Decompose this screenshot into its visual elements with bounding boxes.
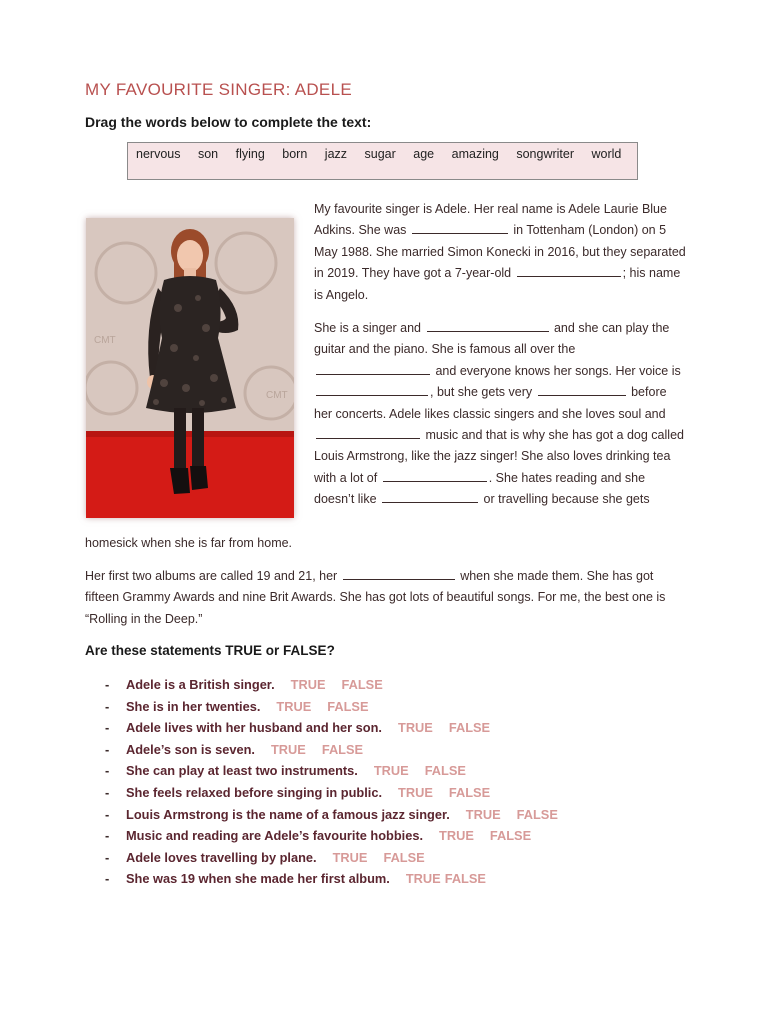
statement-text: Adele loves travelling by plane. [126, 849, 317, 865]
blank-7[interactable] [316, 425, 420, 439]
statement-item [105, 804, 558, 826]
true-false-heading: Are these statements TRUE or FALSE? [85, 643, 335, 658]
false-option[interactable]: FALSE [327, 698, 369, 714]
paragraph-2-text-b: and she can play the guitar and the piano. She is famous all over the [314, 321, 670, 357]
statement-item [105, 739, 558, 761]
statement-item [105, 760, 558, 782]
paragraph-3 [85, 566, 685, 630]
true-option[interactable]: TRUE [276, 698, 312, 714]
word-amazing[interactable]: amazing [451, 147, 499, 161]
blank-10[interactable] [343, 566, 455, 580]
false-option[interactable]: FALSE [448, 784, 491, 800]
blank-1[interactable] [412, 220, 508, 234]
paragraph-2-text-g: . She hates reading and she doesn’t like [314, 470, 646, 507]
bullet-dash: - [105, 720, 110, 736]
paragraph-1-text-b: in Tottenham (London) on 5 May 1988. She married Simon Konecki in 2016, but they separated in 2019. They have got a 7-year-old [314, 223, 686, 281]
page-title: MY FAVOURITE SINGER: ADELE [85, 80, 352, 99]
paragraph-2-continuation: homesick when she is far from home. [85, 536, 293, 550]
true-option[interactable]: TRUE [373, 763, 409, 779]
word-flying[interactable]: flying [235, 147, 265, 161]
false-option[interactable]: FALSE [341, 677, 383, 692]
false-option[interactable]: FALSE [444, 871, 486, 887]
false-option[interactable]: FALSE [489, 828, 532, 844]
true-option[interactable]: TRUE [398, 720, 433, 736]
blank-2[interactable] [517, 263, 621, 277]
true-option[interactable]: TRUE [270, 741, 306, 757]
statement-text: She was 19 when she made her first album. [126, 871, 390, 887]
word-songwriter[interactable]: songwriter [516, 147, 575, 161]
false-option[interactable]: FALSE [448, 720, 491, 736]
statement-item [105, 847, 558, 869]
blank-9[interactable] [382, 489, 478, 503]
paragraph-3-text-a: Her first two albums are called 19 and 21, her [85, 569, 338, 583]
paragraph-3-text-b: when she made them. She has got fifteen Grammy Awards and nine Brit Awards. She has got lots of beautiful songs. For me, the best one is “Rolling in the Deep.” [85, 569, 666, 626]
statement-text: She can play at least two instruments. [126, 763, 358, 779]
word-sugar[interactable]: sugar [364, 147, 396, 161]
word-jazz[interactable]: jazz [324, 147, 348, 161]
paragraph-2-text-a: She is a singer and [314, 321, 422, 335]
paragraph-1 [314, 199, 686, 306]
statement-list [105, 674, 558, 890]
blank-3[interactable] [427, 318, 549, 332]
blank-5[interactable] [316, 382, 428, 396]
bullet-dash: - [105, 741, 110, 757]
bullet-dash: - [105, 849, 110, 865]
true-option[interactable]: TRUE [332, 849, 368, 865]
statement-text: Adele is a British singer. [126, 677, 275, 692]
bullet-dash: - [105, 806, 110, 822]
statement-text: Music and reading are Adele’s favourite hobbies. [126, 828, 424, 844]
bullet-dash: - [105, 677, 110, 692]
statement-text: She feels relaxed before singing in public. [126, 784, 383, 800]
statement-item [105, 782, 558, 804]
word-world[interactable]: world [591, 147, 622, 161]
paragraph-1-text-c: ; his name is Angelo. [314, 266, 681, 302]
statement-item [105, 717, 558, 739]
bullet-dash: - [105, 828, 110, 844]
statement-text: Adele lives with her husband and her son. [126, 720, 382, 736]
bullet-dash: - [105, 871, 110, 887]
logo-text: CMT [94, 335, 116, 346]
true-option[interactable]: TRUE [405, 871, 441, 887]
blank-6[interactable] [538, 382, 626, 396]
statement-text: She is in her twenties. [126, 698, 261, 714]
paragraph-2-text-c: and everyone knows her songs. Her voice is [435, 363, 681, 378]
instruction-text: Drag the words below to complete the text: [85, 114, 372, 130]
bullet-dash: - [105, 763, 110, 779]
statement-text: Louis Armstrong is the name of a famous jazz singer. [126, 806, 450, 822]
false-option[interactable]: FALSE [516, 806, 558, 822]
word-bank [127, 142, 638, 180]
statement-item [105, 674, 558, 696]
false-option[interactable]: FALSE [424, 763, 466, 779]
bullet-dash: - [105, 698, 110, 714]
word-born[interactable]: born [282, 147, 308, 161]
false-option[interactable]: FALSE [321, 741, 364, 757]
paragraph-2-text-e: before her concerts. Adele likes classic singers and she loves soul and [314, 385, 667, 421]
true-option[interactable]: TRUE [439, 828, 474, 844]
bullet-dash: - [105, 784, 110, 800]
paragraph-2-text-d: , but she gets very [430, 385, 533, 400]
word-son[interactable]: son [197, 147, 219, 161]
singer-photo [86, 218, 294, 518]
statement-text: Adele’s son is seven. [126, 741, 255, 757]
statement-item [105, 868, 558, 890]
blank-4[interactable] [316, 361, 430, 375]
word-age[interactable]: age [413, 147, 435, 161]
statement-item [105, 825, 558, 847]
statement-item [105, 696, 558, 718]
logo-text-2: CMT [266, 390, 288, 401]
true-option[interactable]: TRUE [398, 784, 433, 800]
paragraph-1-text-a: My favourite singer is Adele. Her real name is Adele Laurie Blue Adkins. She was [314, 202, 667, 238]
true-option[interactable]: TRUE [465, 806, 501, 822]
word-nervous[interactable]: nervous [136, 147, 181, 161]
blank-8[interactable] [383, 468, 487, 482]
paragraph-2 [314, 318, 686, 511]
paragraph-2-text-h: or travelling because she gets [483, 492, 650, 507]
paragraph-2-text-f: music and that is why she has got a dog called Louis Armstrong, like the jazz singer! She also loves drinking tea with a lot of [314, 428, 684, 485]
false-option[interactable]: FALSE [383, 849, 425, 865]
true-option[interactable]: TRUE [290, 677, 326, 692]
